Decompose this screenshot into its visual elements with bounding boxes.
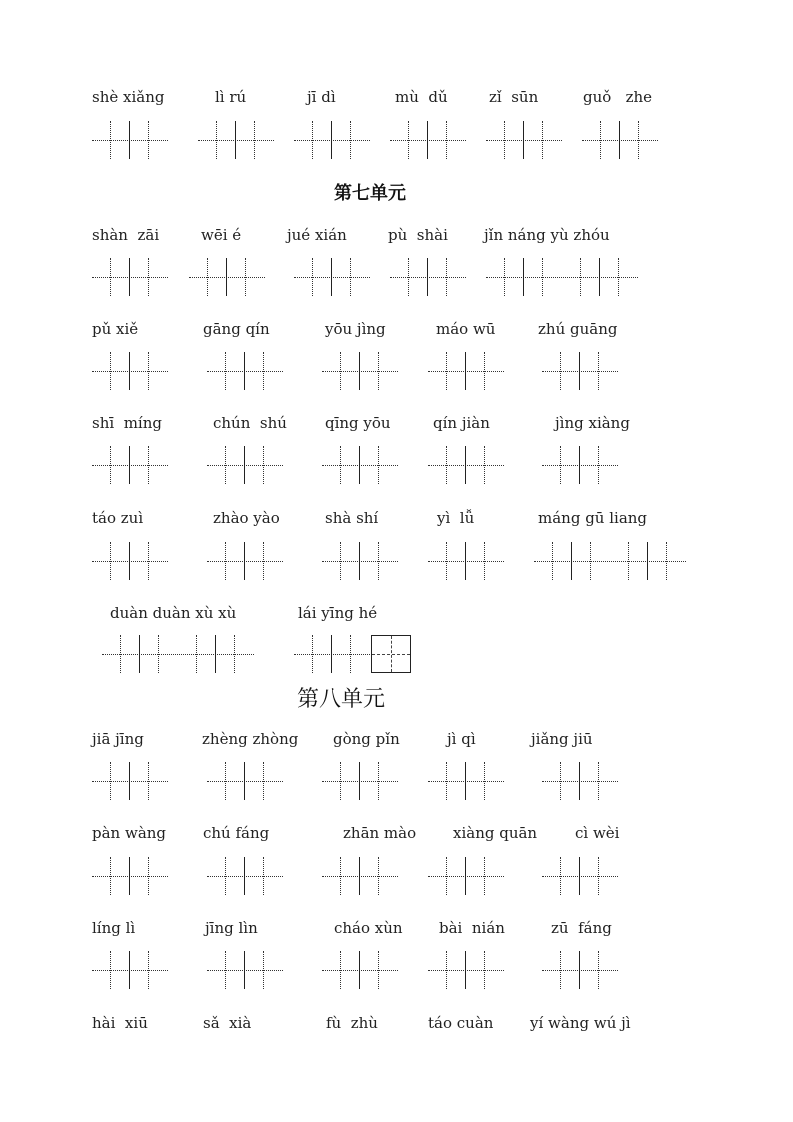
pinyin-word: chún shú <box>213 414 287 432</box>
writing-grid <box>207 446 283 484</box>
writing-grid <box>582 121 658 159</box>
pinyin-word: pàn wàng <box>92 824 167 842</box>
writing-grid <box>207 542 283 580</box>
writing-grid <box>92 446 168 484</box>
pinyin-word: gāng qín <box>203 320 270 338</box>
pinyin-word: lái yīng hé <box>298 604 378 622</box>
writing-grid <box>92 762 168 800</box>
writing-grid <box>542 762 618 800</box>
writing-grid <box>207 951 283 989</box>
pinyin-word: jì qì <box>447 730 476 748</box>
pinyin-word: cháo xùn <box>334 919 403 937</box>
pinyin-word: jué xián <box>287 226 347 244</box>
writing-grid <box>428 857 504 895</box>
writing-grid <box>92 951 168 989</box>
pinyin-word: shī míng <box>92 414 162 432</box>
pinyin-word: jǐn náng yù zhóu <box>484 226 610 244</box>
pinyin-word: zhú guāng <box>538 320 618 338</box>
writing-grid <box>207 352 283 390</box>
writing-grid <box>322 857 398 895</box>
writing-grid <box>102 635 254 673</box>
pinyin-word: yōu jìng <box>325 320 386 338</box>
pinyin-word: shàn zāi <box>92 226 160 244</box>
writing-grid <box>390 121 466 159</box>
writing-grid <box>322 951 398 989</box>
writing-grid <box>428 352 504 390</box>
writing-grid <box>92 542 168 580</box>
writing-grid <box>198 121 274 159</box>
writing-grid <box>207 762 283 800</box>
writing-grid <box>294 258 370 296</box>
writing-grid <box>322 542 398 580</box>
pinyin-word: jiā jīng <box>92 730 144 748</box>
writing-grid <box>542 857 618 895</box>
pinyin-word: duàn duàn xù xù <box>110 604 237 622</box>
writing-box <box>371 635 411 673</box>
unit-title-8: 第八单元 <box>297 687 386 712</box>
pinyin-word: mù dǔ <box>395 88 448 106</box>
pinyin-word: yì lǚ <box>437 509 475 527</box>
pinyin-word: bài nián <box>439 919 505 937</box>
unit-title-7: 第七单元 <box>334 183 406 204</box>
writing-grid <box>428 951 504 989</box>
pinyin-word: táo zuì <box>92 509 144 527</box>
writing-grid <box>428 762 504 800</box>
pinyin-word: líng lì <box>92 919 136 937</box>
pinyin-word: hài xiū <box>92 1014 148 1032</box>
writing-grid <box>294 635 370 673</box>
pinyin-word: táo cuàn <box>428 1014 494 1032</box>
writing-grid <box>542 446 618 484</box>
writing-grid <box>92 857 168 895</box>
pinyin-word: zū fáng <box>551 919 612 937</box>
writing-grid <box>428 542 504 580</box>
writing-grid <box>189 258 265 296</box>
pinyin-word: qīng yōu <box>325 414 391 432</box>
pinyin-word: pù shài <box>388 226 448 244</box>
writing-grid <box>92 352 168 390</box>
pinyin-word: zhèng zhòng <box>202 730 299 748</box>
pinyin-word: guǒ zhe <box>583 88 653 106</box>
pinyin-word: zhào yào <box>213 509 280 527</box>
writing-grid <box>486 121 562 159</box>
writing-grid <box>207 857 283 895</box>
writing-grid <box>390 258 466 296</box>
pinyin-word: pǔ xiě <box>92 320 139 338</box>
pinyin-word: máo wū <box>436 320 496 338</box>
writing-grid <box>322 352 398 390</box>
pinyin-word: yí wàng wú jì <box>530 1014 631 1032</box>
writing-grid <box>322 446 398 484</box>
pinyin-word: shè xiǎng <box>92 88 165 106</box>
pinyin-word: shà shí <box>325 509 379 527</box>
pinyin-word: cì wèi <box>575 824 620 842</box>
pinyin-word: jiǎng jiū <box>531 730 593 748</box>
pinyin-word: sǎ xià <box>203 1014 252 1032</box>
writing-grid <box>92 258 168 296</box>
writing-grid <box>486 258 638 296</box>
pinyin-word: lì rú <box>215 88 247 106</box>
writing-grid <box>534 542 686 580</box>
pinyin-word: zhān mào <box>343 824 417 842</box>
writing-grid <box>542 352 618 390</box>
pinyin-word: chú fáng <box>203 824 270 842</box>
writing-grid <box>294 121 370 159</box>
pinyin-word: fù zhù <box>326 1014 378 1032</box>
writing-grid <box>322 762 398 800</box>
pinyin-word: máng gū liang <box>538 509 648 527</box>
pinyin-word: jī dì <box>307 88 336 106</box>
pinyin-word: qín jiàn <box>433 414 490 432</box>
pinyin-word: zǐ sūn <box>489 88 539 106</box>
pinyin-word: gòng pǐn <box>333 730 400 748</box>
writing-grid <box>92 121 168 159</box>
writing-grid <box>542 951 618 989</box>
pinyin-word: jìng xiàng <box>555 414 630 432</box>
pinyin-word: jīng lìn <box>205 919 258 937</box>
writing-grid <box>428 446 504 484</box>
pinyin-word: wēi é <box>201 226 242 244</box>
pinyin-word: xiàng quān <box>453 824 538 842</box>
